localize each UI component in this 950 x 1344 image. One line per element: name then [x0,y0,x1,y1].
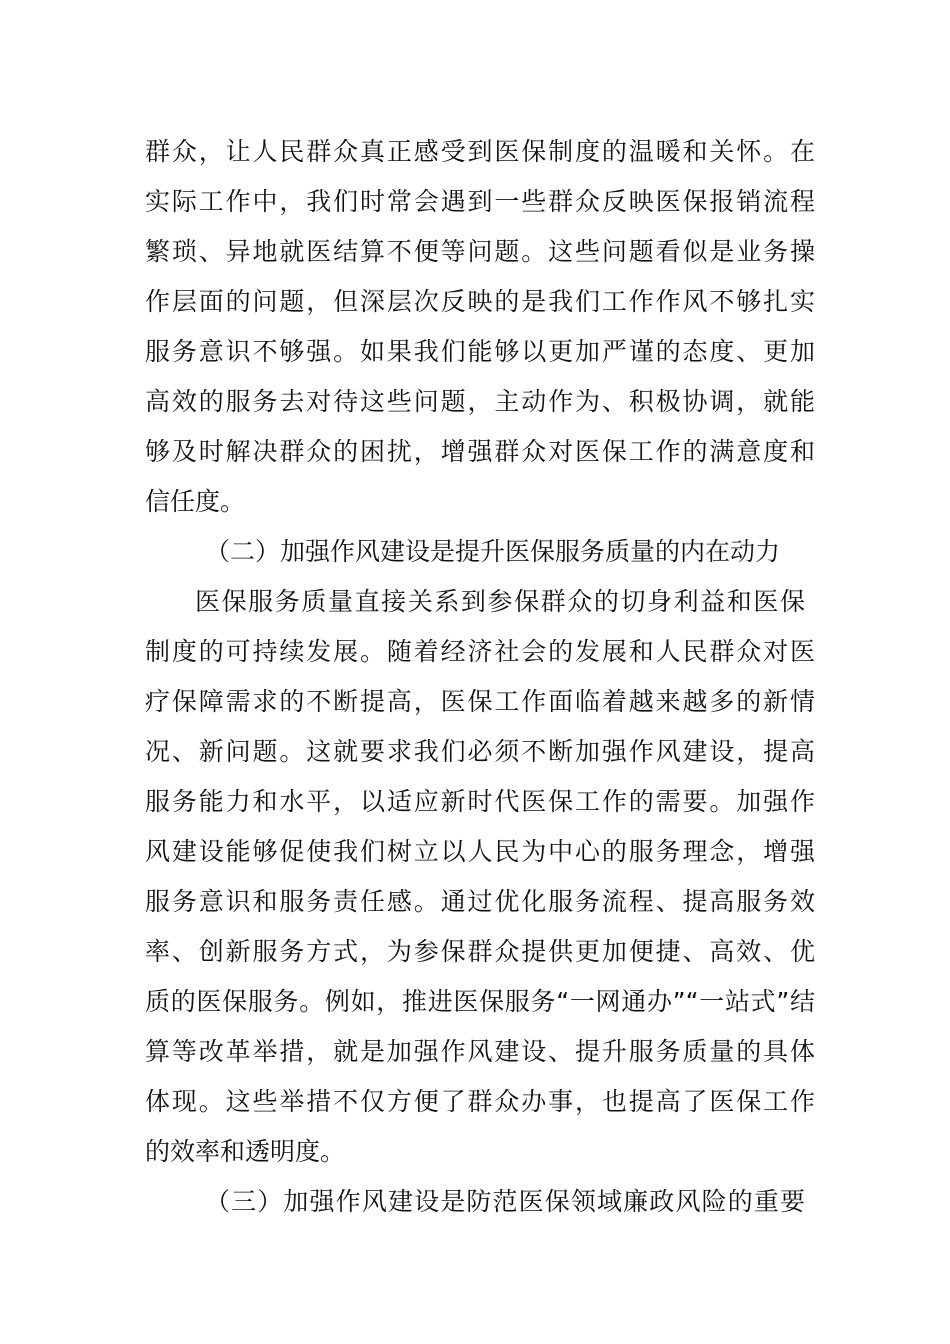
paragraph-2-line-6: 风建设能够促使我们树立以人民为中心的服务理念，增强 [145,837,815,866]
paragraph-1-line-3: 繁琐、异地就医结算不便等问题。这些问题看似是业务操 [145,237,815,266]
paragraph-1-line-4: 作层面的问题，但深层次反映的是我们工作作风不够扎实 [145,287,815,316]
paragraph-2-line-9: 质的医保服务。例如，推进医保服务“一网通办”“一站式”结 [145,987,815,1016]
paragraph-2-line-12: 的效率和透明度。 [145,1137,346,1166]
paragraph-2-line-3: 疗保障需求的不断提高，医保工作面临着越来越多的新情 [145,687,815,716]
paragraph-1-line-1: 群众，让人民群众真正感受到医保制度的温暖和关怀。在 [145,137,815,166]
paragraph-2-line-5: 服务能力和水平，以适应新时代医保工作的需要。加强作 [145,787,815,816]
paragraph-1-line-5: 服务意识不够强。如果我们能够以更加严谨的态度、更加 [145,337,815,366]
paragraph-1-line-8: 信任度。 [145,487,246,516]
paragraph-2-line-4: 况、新问题。这就要求我们必须不断加强作风建设，提高 [145,737,815,766]
paragraph-2-line-10: 算等改革举措，就是加强作风建设、提升服务质量的具体 [145,1037,815,1066]
paragraph-1-line-7: 够及时解决群众的困扰，增强群众对医保工作的满意度和 [145,437,815,466]
paragraph-2-line-11: 体现。这些举措不仅方便了群众办事，也提高了医保工作 [145,1087,815,1116]
paragraph-1-line-2: 实际工作中，我们时常会遇到一些群众反映医保报销流程 [145,187,815,216]
paragraph-2-line-2: 制度的可持续发展。随着经济社会的发展和人民群众对医 [145,637,815,666]
paragraph-2-line-7: 服务意识和服务责任感。通过优化服务流程、提高服务效 [145,887,815,916]
paragraph-1-line-6: 高效的服务去对待这些问题，主动作为、积极协调，就能 [145,387,815,416]
paragraph-2-line-8: 率、创新服务方式，为参保群众提供更加便捷、高效、优 [145,937,815,966]
section-heading-3: （三）加强作风建设是防范医保领域廉政风险的重要 [205,1187,805,1216]
paragraph-2-line-1: 医保服务质量直接关系到参保群众的切身利益和医保 [195,587,805,616]
section-heading-2: （二）加强作风建设是提升医保服务质量的内在动力 [205,537,781,566]
